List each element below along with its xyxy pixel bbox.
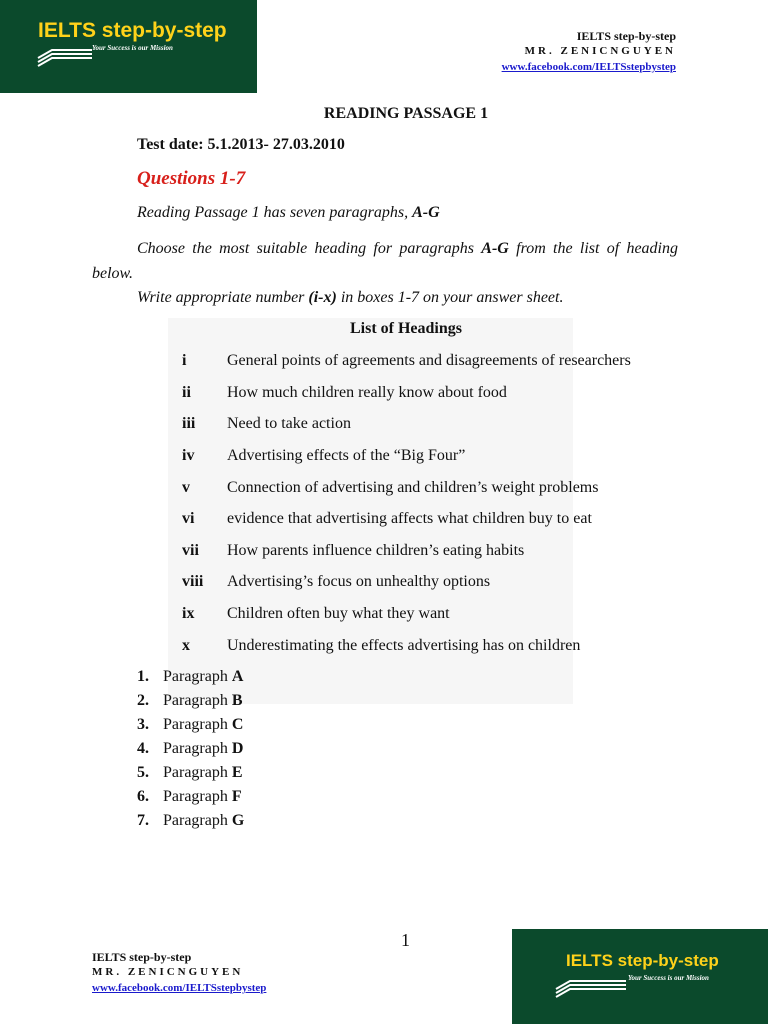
- instruction-1-bold: A-G: [412, 204, 440, 221]
- instruction-2-text-a: Choose the most suitable heading for paragraphs: [137, 240, 482, 257]
- instruction-2-text-b: from the list of heading below.: [92, 240, 678, 282]
- paragraph-letter: G: [231, 812, 245, 829]
- paragraph-label: Paragraph: [163, 716, 228, 733]
- heading-number: ii: [182, 384, 191, 401]
- paragraph-letter: A: [231, 668, 244, 685]
- paragraph-label: Paragraph: [163, 668, 228, 685]
- logo-title: IELTS step-by-step: [38, 19, 227, 42]
- paragraph-item: [137, 716, 243, 734]
- test-date: Test date: 5.1.2013- 27.03.2010: [137, 136, 345, 153]
- logo-tagline: Your Success is our Mission: [628, 974, 709, 982]
- stairs-icon: [552, 977, 628, 999]
- heading-number: iii: [182, 415, 196, 432]
- header-author: MR. ZENICNGUYEN: [524, 45, 676, 57]
- paragraph-number: 5.: [137, 764, 149, 781]
- page-number: 1: [401, 930, 410, 950]
- logo-title: IELTS step-by-step: [566, 951, 719, 970]
- paragraph-number: 7.: [137, 812, 149, 829]
- heading-text: How parents influence children’s eating habits: [227, 542, 525, 559]
- paragraph-label: Paragraph: [163, 692, 228, 709]
- paragraph-number: 1.: [137, 668, 149, 685]
- heading-number: x: [182, 637, 190, 654]
- paragraph-item: [137, 740, 243, 758]
- heading-text: How much children really know about food: [227, 384, 507, 401]
- paragraph-item: [137, 668, 243, 686]
- heading-text: Advertising effects of the “Big Four”: [227, 447, 466, 464]
- paragraph-number: 4.: [137, 740, 149, 757]
- heading-number: ix: [182, 605, 195, 622]
- instruction-3-text-a: Write appropriate number: [137, 289, 309, 306]
- heading-text: Need to take action: [227, 415, 351, 432]
- instruction-2-bold: A-G: [481, 240, 509, 257]
- logo-bottom: [512, 929, 768, 1024]
- heading-number: viii: [182, 573, 204, 590]
- paragraph-label: Paragraph: [163, 788, 228, 805]
- paragraph-letter: B: [231, 692, 243, 709]
- logo-tagline: Your Success is our Mission: [92, 44, 173, 52]
- instruction-3-text-b: in boxes 1-7 on your answer sheet.: [336, 289, 564, 306]
- instruction-3-bold: (i-x): [308, 289, 337, 306]
- instruction-3: [137, 289, 563, 307]
- heading-number: i: [182, 352, 187, 369]
- paragraph-label: Paragraph: [163, 764, 228, 781]
- paragraph-item: [137, 692, 243, 710]
- footer-author: MR. ZENICNGUYEN: [92, 966, 244, 978]
- questions-heading: Questions 1-7: [137, 168, 246, 189]
- paragraph-number: 2.: [137, 692, 149, 709]
- paragraph-item: [137, 812, 244, 830]
- heading-text: Children often buy what they want: [227, 605, 450, 622]
- footer-left: [92, 950, 266, 996]
- header-brand: IELTS step-by-step: [576, 29, 676, 43]
- paragraph-label: Paragraph: [163, 740, 228, 757]
- paragraph-item: [137, 788, 242, 806]
- heading-text: Connection of advertising and children’s weight problems: [227, 479, 599, 496]
- instruction-1-text: Reading Passage 1 has seven paragraphs,: [137, 204, 413, 221]
- heading-text: General points of agreements and disagreements of researchers: [227, 352, 631, 369]
- heading-text: evidence that advertising affects what children buy to eat: [227, 510, 592, 527]
- heading-number: vii: [182, 542, 199, 559]
- instruction-1: [137, 204, 440, 222]
- heading-number: iv: [182, 447, 195, 464]
- paragraph-number: 3.: [137, 716, 149, 733]
- footer-brand: IELTS step-by-step: [92, 950, 192, 964]
- paragraph-letter: E: [231, 764, 243, 781]
- logo-top: [0, 0, 257, 93]
- heading-text: Advertising’s focus on unhealthy options: [227, 573, 491, 590]
- paragraph-letter: C: [231, 716, 244, 733]
- list-of-headings-title: List of Headings: [349, 320, 462, 337]
- passage-title: READING PASSAGE 1: [323, 105, 489, 122]
- heading-number: vi: [182, 510, 195, 527]
- paragraph-letter: F: [231, 788, 242, 805]
- stairs-icon: [34, 46, 94, 68]
- paragraph-number: 6.: [137, 788, 149, 805]
- paragraph-item: [137, 764, 243, 782]
- instruction-2: [92, 236, 678, 286]
- paragraph-label: Paragraph: [163, 812, 228, 829]
- header-right: [502, 29, 676, 75]
- paragraph-letter: D: [231, 740, 244, 757]
- heading-text: Underestimating the effects advertising has on children: [227, 637, 581, 654]
- heading-number: v: [182, 479, 190, 496]
- header-facebook-link[interactable]: www.facebook.com/IELTSstepbystep: [501, 61, 676, 73]
- footer-facebook-link[interactable]: www.facebook.com/IELTSstepbystep: [92, 982, 267, 994]
